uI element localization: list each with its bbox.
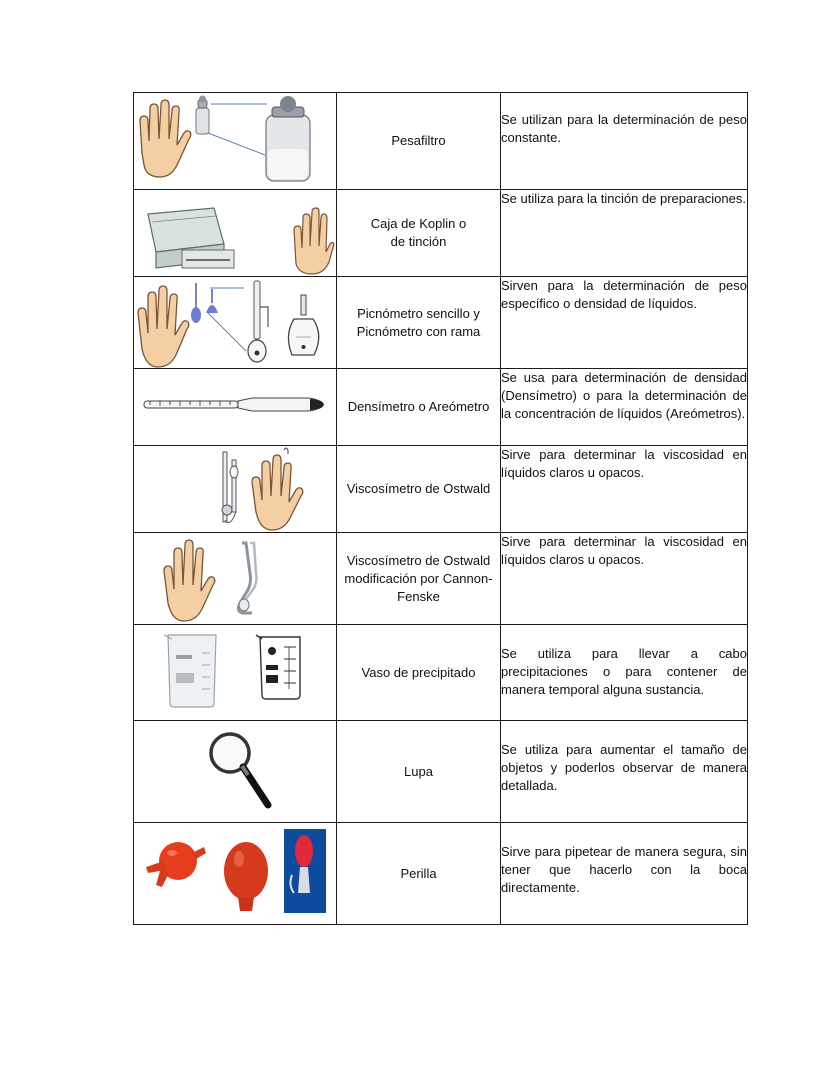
cannon-fenske-viscometer-with-hand-image [134,533,336,624]
instrument-name: Lupa [337,721,501,823]
pycnometers-with-hand-image [134,277,336,368]
table-row [134,446,748,533]
image-cell [134,823,337,925]
lab-instruments-table [133,92,748,925]
table-row [134,369,748,446]
instrument-name: Viscosímetro de Ostwald modificación por Cannon- Fenske [337,533,501,625]
image-cell [134,721,337,823]
three-valve-pipette-bulb-icon [146,842,206,887]
instrument-name: Viscosímetro de Ostwald [337,446,501,533]
image-cell [134,369,337,446]
instrument-name: Vaso de precipitado [337,625,501,721]
koplin-staining-jar-with-hand-image [134,190,336,276]
ostwald-viscometer-with-hand-image [134,446,336,532]
hand-icon [164,540,215,621]
instrument-description: Se utiliza para la tinción de preparaciones. [501,190,748,277]
rubber-pipette-bulb-icon [224,842,268,911]
small-weighing-bottle-icon [196,96,209,135]
image-cell [134,190,337,277]
hand-icon [140,100,191,177]
table-row [134,533,748,625]
image-cell [134,446,337,533]
magnifying-glass-icon [211,734,268,805]
image-cell [134,625,337,721]
image-cell [134,93,337,190]
instrument-name: Densímetro o Areómetro [337,369,501,446]
hand-icon [138,286,189,367]
instrument-description: Sirve para determinar la viscosidad en líquidos claros u opacos. [501,533,748,625]
instrument-name: Pesafiltro [337,93,501,190]
table-row [134,190,748,277]
hydrometer-icon [144,398,324,411]
pycnometer-with-branch-icon [248,281,268,362]
table-row [134,625,748,721]
instrument-name: Picnómetro sencillo y Picnómetro con rama [337,277,501,369]
instrument-description: Se utiliza para aumentar el tamaño de objetos y poderlos observar de manera detallada. [501,721,748,823]
cannon-fenske-viscometer-icon [238,543,256,613]
beakers-image [134,625,336,720]
large-weighing-bottle-icon [266,96,310,181]
instrument-description: Sirve para determinar la viscosidad en líquidos claros u opacos. [501,446,748,533]
simple-pycnometer-icon [288,295,318,355]
instrument-name: Caja de Koplin o de tinción [337,190,501,277]
image-cell [134,277,337,369]
instrument-description: Sirven para la determinación de peso específico o densidad de líquidos. [501,277,748,369]
small-pycnometer-icon [191,283,218,323]
hydrometer-image [134,369,336,445]
pipette-bulb-photo-icon [284,829,326,913]
image-cell [134,533,337,625]
table-row [134,93,748,190]
table-row [134,823,748,925]
table-row [134,277,748,369]
hand-icon [252,455,303,530]
pipette-bulbs-image [134,823,336,924]
beaker-diagram-icon [256,635,300,699]
weighing-bottle-with-hand-image [134,93,336,189]
ostwald-viscometer-icon [222,452,238,523]
instrument-description: Se usa para determinación de densidad (Densímetro) o para la determinación de la concentración de líquidos (Areómetros). [501,369,748,446]
instrument-description: Se utilizan para la determinación de peso constante. [501,93,748,190]
magnifying-glass-image [134,721,336,822]
hand-icon [294,208,334,274]
table-row [134,721,748,823]
instrument-name: Perilla [337,823,501,925]
instrument-description: Se utiliza para llevar a cabo precipitaciones o para contener de manera temporal alguna sustancia. [501,625,748,721]
glass-beaker-icon [164,635,216,707]
instrument-description: Sirve para pipetear de manera segura, sin tener que hacerlo con la boca directamente. [501,823,748,925]
staining-jar-icon [148,208,234,268]
